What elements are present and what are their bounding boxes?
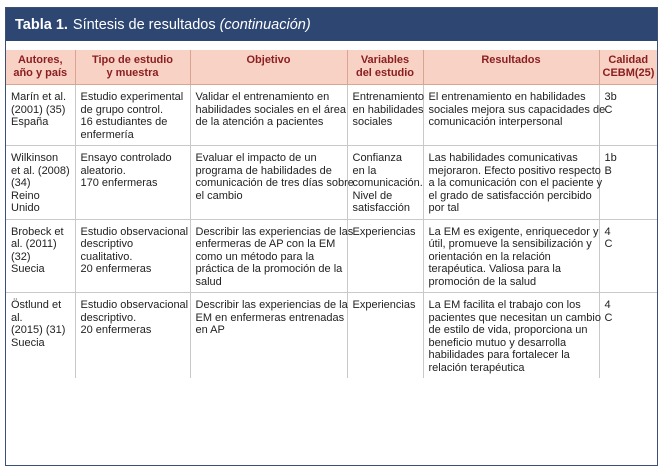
text-line: práctica de la promoción de la: [195, 263, 343, 275]
cell-objective: [190, 146, 354, 220]
text-line: de grupo control.: [80, 103, 164, 116]
text-line: 4: [604, 299, 611, 311]
text-line: Describir las experiencias de las: [195, 225, 354, 238]
text-line: por tal: [428, 202, 460, 214]
text-line: habilidades sociales en el área: [195, 103, 346, 116]
header-variables: [347, 50, 423, 85]
text-line: Entrenamiento: [352, 91, 425, 103]
text-line: enfermería: [80, 128, 134, 141]
table-title-number: Tabla 1.: [15, 16, 68, 33]
cell-quality: [599, 146, 657, 220]
text-line: comunicación de tres días sobre: [195, 177, 354, 189]
cell-authors: [6, 219, 75, 293]
cell-variables: [347, 293, 423, 379]
text-line: al.: [11, 311, 23, 324]
cell-objective: [190, 219, 354, 293]
text-line: EM en enfermeras entrenadas: [195, 311, 345, 324]
text-line: Variables: [360, 54, 410, 66]
table-row: [6, 293, 657, 379]
text-line: programa de habilidades de: [195, 164, 332, 177]
text-line: Experiencias: [352, 299, 416, 311]
cell-objective: [190, 85, 347, 146]
text-line: La EM es exigente, enriquecedor y: [428, 225, 599, 238]
text-line: et al. (2008): [11, 164, 70, 177]
text-line: (2001) (35): [11, 103, 66, 116]
table-row: [6, 85, 657, 146]
text-line: (2015) (31): [11, 324, 66, 336]
text-line: satisfacción: [352, 202, 410, 214]
text-line: Brobeck et: [11, 225, 64, 238]
text-line: Estudio observacional: [80, 299, 189, 311]
text-line: en la: [352, 164, 377, 177]
text-line: Describir las experiencias de la: [195, 299, 348, 311]
text-line: habilidades para fortalecer la: [428, 349, 570, 361]
text-line: Calidad: [608, 54, 649, 66]
table-row: [6, 146, 657, 220]
text-line: y muestra: [106, 66, 159, 79]
text-line: Autores,: [17, 54, 63, 66]
cell-quality: [599, 293, 657, 379]
table-title-text: Síntesis de resultados: [72, 16, 216, 33]
cell-authors: [6, 293, 75, 379]
text-line: cualitativo.: [80, 250, 133, 263]
cell-results: [423, 293, 599, 379]
text-line: Suecia: [11, 336, 45, 349]
text-line: La EM facilita el trabajo con los: [428, 299, 581, 311]
text-line: descriptivo.: [80, 311, 137, 324]
text-line: Las habilidades comunicativas: [428, 152, 578, 164]
text-line: España: [11, 116, 49, 128]
text-line: salud: [195, 275, 222, 288]
text-line: orientación en la relación: [428, 250, 551, 263]
text-line: terapéutica. Valiosa para la: [428, 263, 561, 275]
cell-study-type: [75, 85, 190, 146]
header-quality: [599, 50, 657, 85]
text-line: 20 enfermeras: [80, 324, 152, 336]
text-line: del estudio: [355, 66, 415, 79]
text-line: B: [604, 164, 612, 177]
header-authors: [6, 50, 75, 85]
text-line: comunicación interpersonal: [428, 116, 563, 128]
table-row: [6, 219, 657, 293]
text-line: El entrenamiento en habilidades: [428, 91, 586, 103]
cell-variables: [347, 219, 423, 293]
text-line: en habilidades: [352, 103, 424, 116]
text-line: 1b: [604, 152, 617, 164]
cell-quality: [599, 219, 657, 293]
table-body: [6, 85, 657, 379]
cell-study-type: [75, 146, 190, 220]
table-frame: [5, 7, 658, 466]
cell-authors: [6, 85, 75, 146]
text-line: Unido: [11, 202, 40, 214]
text-line: (32): [11, 250, 31, 263]
text-line: de la atención a pacientes: [195, 116, 324, 128]
text-line: 170 enfermeras: [80, 177, 158, 189]
text-line: 20 enfermeras: [80, 263, 152, 275]
cell-results: [423, 85, 606, 146]
text-line: año y país: [13, 66, 68, 79]
text-line: relación terapéutica: [428, 361, 525, 374]
text-line: el grado de satisfacción percibido: [428, 189, 592, 202]
header-results: [423, 50, 599, 85]
text-line: de estilo de vida, proporciona un: [428, 324, 588, 336]
text-line: C: [604, 238, 613, 250]
text-line: Ensayo controlado: [80, 152, 172, 164]
text-line: C: [604, 311, 613, 324]
text-line: 3b: [604, 91, 617, 103]
cell-variables: [347, 85, 423, 146]
text-line: Objetivo: [246, 54, 291, 66]
text-line: Evaluar el impacto de un: [195, 152, 317, 164]
text-line: mejoraron. Efecto positivo respecto: [428, 164, 601, 177]
table-header-row: [6, 50, 657, 85]
text-line: Reino: [11, 189, 40, 202]
text-line: Tipo de estudio: [91, 54, 174, 66]
text-line: Experiencias: [352, 225, 416, 238]
text-line: beneficio mutuo y desarrolla: [428, 336, 567, 349]
cell-study-type: [75, 219, 190, 293]
text-line: pacientes que necesitan un cambio: [428, 311, 601, 324]
text-line: Marín et al.: [11, 91, 67, 103]
header-objective: [190, 50, 347, 85]
text-line: Validar el entrenamiento en: [195, 91, 330, 103]
cell-authors: [6, 146, 75, 220]
text-line: a la comunicación con el paciente y: [428, 177, 603, 189]
cell-study-type: [75, 293, 190, 379]
text-line: comunicación.: [352, 177, 423, 189]
text-line: C: [604, 103, 613, 116]
text-line: en AP: [195, 324, 225, 336]
results-table: [6, 50, 657, 378]
text-line: sociales mejora sus capacidades de: [428, 103, 606, 116]
text-line: 4: [604, 225, 611, 238]
text-line: promoción de la salud: [428, 275, 537, 288]
text-line: Estudio experimental: [80, 91, 184, 103]
table-title-continuation: (continuación): [219, 16, 311, 33]
cell-variables: [347, 146, 423, 220]
text-line: descriptivo: [80, 238, 134, 250]
text-line: al. (2011): [11, 238, 57, 250]
table-title: [6, 8, 657, 41]
text-line: Estudio observacional: [80, 225, 189, 238]
text-line: Resultados: [481, 54, 541, 66]
text-line: Suecia: [11, 263, 45, 275]
text-line: CEBM(25): [602, 66, 655, 79]
cell-results: [423, 219, 599, 293]
text-line: útil, promueve la sensibilización y: [428, 238, 592, 250]
text-line: aleatorio.: [80, 164, 126, 177]
text-line: Östlund et: [11, 299, 62, 311]
text-line: sociales: [352, 116, 393, 128]
text-line: como un método para la: [195, 250, 315, 263]
cell-objective: [190, 293, 347, 379]
cell-results: [423, 146, 603, 220]
cell-quality: [599, 85, 657, 146]
header-study-type: [75, 50, 190, 85]
text-line: (34): [11, 177, 31, 189]
text-line: Wilkinson: [11, 152, 59, 164]
text-line: 16 estudiantes de: [80, 116, 168, 128]
text-line: Nivel de: [352, 189, 393, 202]
text-line: enfermeras de AP con la EM: [195, 238, 336, 250]
text-line: el cambio: [195, 189, 243, 202]
text-line: Confianza: [352, 152, 403, 164]
